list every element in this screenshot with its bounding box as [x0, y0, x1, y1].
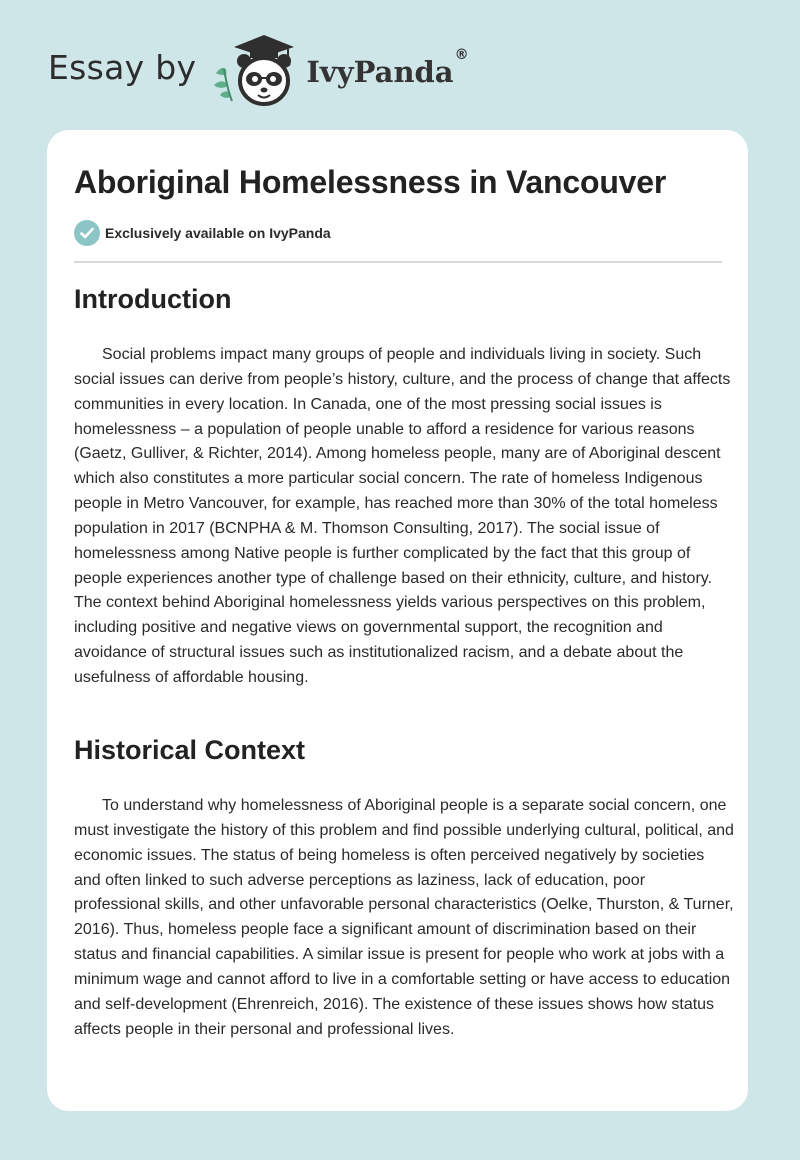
site-brand[interactable]: [48, 30, 469, 110]
panda-graduate-logo-icon: [210, 29, 302, 111]
section-historical-context: [74, 735, 734, 1042]
section-heading: Introduction: [74, 284, 232, 314]
exclusive-text: Exclusively available on IvyPanda: [105, 225, 331, 241]
essay-card: [47, 130, 748, 1111]
section-paragraph: Social problems impact many groups of people and individuals living in society. Such social issues can derive from people’s history, culture, and the process of change that affects communities in every location. In Canada, one of the most pressing social issues is homelessness – a population of people unable to afford a residence for various reasons (Gaetz, Gulliver, & Richter, 2014). Among homeless people, many are of Aboriginal descent which also constitutes a more particular social concern. The rate of homeless Indigenous people in Metro Vancouver, for example, has reached more than 30% of the total homeless population in 2017 (BCNPHA & M. Thomson Consulting, 2017). The social issue of homelessness among Native people is further complicated by the fact that this group of people experiences another type of challenge based on their ethnicity, culture, and history. The context behind Aboriginal homelessness yields various perspectives on this problem, including positive and negative views on governmental support, the recognition and avoidance of structural issues such as institutionalized racism, and a debate about the usefulness of affordable housing.: [74, 346, 731, 686]
section-introduction: [74, 284, 734, 691]
brand-name-text: IvyPanda: [306, 55, 454, 89]
section-paragraph: To understand why homelessness of Aboriginal people is a separate social concern, one must investigate the history of this problem and find possible underlying cultural, political, and economic issues. The status of being homeless is often perceived negatively by societies and often linked to such adverse perceptions as laziness, lack of education, poor professional skills, and other unfavorable personal characteristics (Oelke, Thurston, & Turner, 2016). Thus, homeless people face a significant amount of discrimination based on their status and financial capabilities. A similar issue is present for people who work at jobs with a minimum wage and cannot afford to live in a comfortable setting or have access to education and self-development (Ehrenreich, 2016). The existence of these issues shows how status affects people in their personal and professional lives.: [74, 797, 734, 1038]
page-title: Aboriginal Homelessness in Vancouver: [74, 164, 667, 200]
divider: [74, 261, 722, 263]
check-icon: [74, 220, 100, 246]
brand-name: [306, 47, 469, 89]
registered-mark: ®: [454, 47, 469, 63]
exclusive-badge: [74, 220, 331, 246]
brand-prefix: Essay by: [48, 47, 197, 87]
section-heading: Historical Context: [74, 735, 306, 765]
